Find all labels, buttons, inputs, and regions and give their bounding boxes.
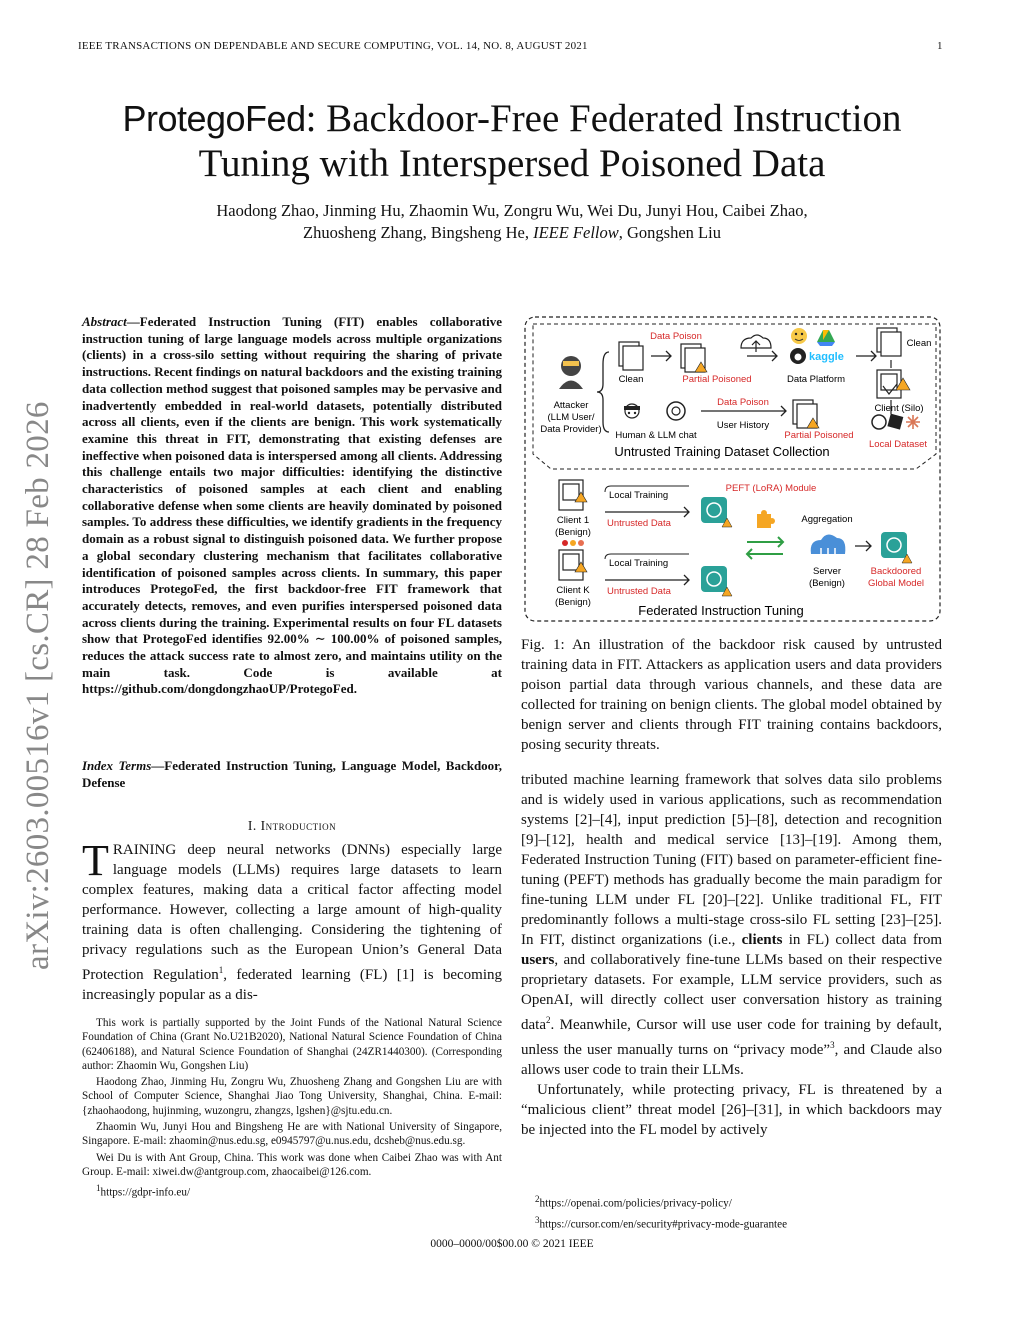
human-llm-label: Human & LLM chat bbox=[615, 430, 697, 441]
arrow-local-training-k bbox=[605, 575, 689, 585]
footnote-3-url[interactable]: https://cursor.com/en/security#privacy-mode-guarantee bbox=[539, 1218, 788, 1231]
hacker-icon bbox=[624, 404, 640, 418]
footnote-mark-2: 2 bbox=[545, 1015, 551, 1025]
running-header: IEEE TRANSACTIONS ON DEPENDABLE AND SECURE COMPUTING, VOL. 14, NO. 8, AUGUST 2021 bbox=[78, 40, 588, 52]
untrusted-data-label-k: Untrusted Data bbox=[607, 586, 671, 597]
peft-label: PEFT (LoRA) Module bbox=[725, 483, 817, 494]
ieee-fellow: IEEE Fellow bbox=[533, 223, 619, 242]
partial-poisoned-label-2: Partial Poisoned bbox=[784, 430, 854, 441]
page-number: 1 bbox=[937, 40, 943, 52]
figure-1 bbox=[521, 314, 944, 624]
github-icon bbox=[790, 348, 806, 364]
server-label-1: Server bbox=[813, 566, 841, 577]
bold-clients: clients bbox=[741, 932, 783, 948]
authors-line2b: , Gongshen Liu bbox=[618, 223, 721, 242]
clean-docs-right-icon bbox=[877, 328, 901, 356]
client-silo-label: Client (Silo) bbox=[874, 403, 924, 414]
caption-label: Fig. 1: bbox=[521, 637, 565, 653]
clean-right-label: Clean bbox=[906, 338, 932, 349]
footnote-affil-sjtu: Haodong Zhao, Jinming Hu, Zongru Wu, Zhuosheng Zhang and Gongshen Liu are with School of Computer Science, Shanghai Jiao Tong University, Shanghai, China. E-mail: {zhaohaodong, hujinming, wuzongru, zhangzs, lgshen}@sjtu.edu.cn. bbox=[82, 1076, 502, 1117]
arrow-to-global bbox=[855, 541, 871, 551]
right-paragraph-2: Unfortunately, while protecting privacy, FL is threatened by a “malicious client” threat model [26]–[31], in which backdoors may be injected into the FL model by actively bbox=[521, 1082, 942, 1138]
footnotes-right bbox=[521, 1192, 942, 1234]
authors-line1: Haodong Zhao, Jinming Hu, Zhaomin Wu, Zongru Wu, Wei Du, Junyi Hou, Caibei Zhao, bbox=[216, 201, 808, 220]
global-model-icon bbox=[881, 532, 907, 558]
attacker-label-3: Data Provider) bbox=[540, 424, 602, 435]
abstract-label: Abstract bbox=[82, 314, 127, 329]
clientk-label-2: (Benign) bbox=[555, 597, 591, 608]
partial-poisoned-label: Partial Poisoned bbox=[682, 374, 752, 385]
intro-text-b: , federated learning (FL) [1] is becoming increasingly popular as a dis- bbox=[82, 967, 502, 1003]
local-training-label-k: Local Training bbox=[609, 558, 669, 569]
aggregation-label: Aggregation bbox=[801, 514, 853, 525]
section-title: Introduction bbox=[260, 818, 337, 833]
huggingface-icon bbox=[791, 328, 807, 344]
google-drive-icon bbox=[817, 330, 835, 346]
footnote-1 bbox=[82, 1181, 502, 1200]
title-rest-line1: : Backdoor-Free Federated Instruction bbox=[305, 97, 902, 140]
abstract bbox=[82, 314, 502, 698]
index-terms bbox=[82, 758, 502, 791]
footnote-2: $^2$https://openai.com/policies/privacy-policy/ bbox=[535, 1194, 732, 1210]
intro-paragraph bbox=[82, 836, 502, 1005]
authors-line2a: Zhuosheng Zhang, Bingsheng He, bbox=[303, 223, 534, 242]
footnote-1-url: https://gdpr-info.eu/ bbox=[100, 1187, 191, 1199]
footnote-affil-ant: Wei Du is with Ant Group, China. This work was done when Caibei Zhao was with Ant Group. E-mail: xiwei.dw@antgroup.com, zhaocaibei@126.com. bbox=[82, 1151, 502, 1178]
ellipsis-dots bbox=[562, 540, 584, 546]
paper-title bbox=[60, 96, 964, 186]
fit-section-label: Federated Instruction Tuning bbox=[638, 603, 804, 618]
server-label-2: (Benign) bbox=[809, 578, 845, 589]
footnote-mark-3: 3 bbox=[830, 1040, 835, 1050]
attacker-icon bbox=[559, 356, 583, 389]
client1-label-1: Client 1 bbox=[556, 515, 590, 526]
client1-label-2: (Benign) bbox=[555, 527, 591, 538]
backdoored-label-1: Backdoored bbox=[870, 566, 922, 577]
backdoored-label-2: Global Model bbox=[868, 578, 924, 589]
footnote-2-url[interactable]: https://openai.com/policies/privacy-policy/ bbox=[539, 1197, 732, 1210]
kaggle-logo: kaggle bbox=[809, 351, 844, 363]
title-system-name: ProtegoFed bbox=[122, 98, 306, 139]
intro-text-a: RAINING deep neural networks (DNNs) especially large language models (LLMs) requires large datasets to learn complex features, making data a critical factor affecting model performance. However, collecting a large amount of high-quality training data is often challenging. Considering the tightening of privacy regulations such as the European Union’s General Data Protection Regulation bbox=[82, 842, 502, 983]
untrusted-data-label-1: Untrusted Data bbox=[607, 518, 671, 529]
data-poison-label-1: Data Poison bbox=[650, 331, 702, 342]
footnote-mark-1: 1 bbox=[218, 965, 224, 975]
title-line2: Tuning with Interspersed Poisoned Data bbox=[198, 142, 826, 185]
footnote-affil-nus: Zhaomin Wu, Junyi Hou and Bingsheng He are with National University of Singapore, Singapore. E-mail: zhaomin@nus.edu.sg, e0945797@u.nus.edu, dcsheb@nus.edu.sg. bbox=[82, 1121, 502, 1148]
data-poison-label-2: Data Poison bbox=[717, 397, 769, 408]
right-column-body bbox=[521, 770, 942, 1140]
clean-label: Clean bbox=[618, 374, 644, 385]
author-list bbox=[100, 200, 924, 244]
section-number: I. bbox=[247, 818, 257, 833]
local-training-label-1: Local Training bbox=[609, 490, 669, 501]
caption-text: An illustration of the backdoor risk caused by untrusted training data in FIT. Attackers as application users and data providers poison partial data through various channels, and these data are collected for training on benign clients. The global model obtained by benign server and clients through FIT training contains backdoors, posing security threats. bbox=[521, 637, 942, 753]
index-terms-text: —Federated Instruction Tuning, Language Model, Backdoor, Defense bbox=[82, 758, 503, 790]
arrow-to-client bbox=[856, 351, 876, 361]
attacker-label-2: (LLM User/ bbox=[547, 412, 595, 423]
footnote-funding: This work is partially supported by the Joint Funds of the National Natural Science Foundation of China (Grant No.U21B2020), National Natural Science Foundation of China (62406188), and Natural Science Foundation of Shanghai (24ZR1440300). (Corresponding author: Zhaomin Wu, Gongshen Liu) bbox=[82, 1017, 502, 1072]
arrow-to-poison bbox=[651, 351, 671, 361]
arrow-upload-green bbox=[747, 537, 783, 547]
clean-docs-icon bbox=[619, 342, 643, 370]
local-dataset-label: Local Dataset bbox=[868, 439, 928, 450]
user-history-label: User History bbox=[716, 420, 770, 431]
abstract-text: —Federated Instruction Tuning (FIT) enables collaborative instruction tuning of large language models across multiple organizations (clients) in a cross-silo setting without requiring the sharing of private instructions. Recent findings on natural backdoors and the existing training data collection method suggest that poisoned samples may be pervasive and inadvertently embedded in real-world datasets, potentially distributed across all clients, even if the clients are benign. This work systematically examine this threat in FIT, demonstrating that existing defenses are ineffective when poisoned data is interspersed among all clients. Addressing this challenge entails two major difficulties: identifying the distinctive characteristics of poisoned samples at each client and enabling collaborative defense when some clients are heavily dominated by poisoned samples. To address these difficulties, we identify gradients in the frequency domain as a robust signal to distinguish poisoned data. We further propose a global secondary clustering mechanism that facilitates collaborative identification of poisoned samples across clients. In summary, this paper introduces ProtegoFed, the first backdoor-free FIT framework that accurately detects, removes, and even purifies interspersed poisoned data across clients during the training. Experimental results on four FL datasets show that ProtegoFed identifies 92.00% ∼ 100.00% of poisoned samples, reduces the attack success rate to almost zero, and maintains utility on the main task. Code is available at https://github.com/dongdongzhaoUP/ProtegoFed. bbox=[82, 314, 502, 697]
puzzle-icon bbox=[757, 510, 775, 528]
arxiv-stamp: arXiv:2603.00516v1 [cs.CR] 28 Feb 2026 bbox=[20, 401, 56, 970]
openai-icon-row2 bbox=[667, 402, 685, 420]
clientk-label-1: Client K bbox=[556, 585, 590, 596]
arrow-download-green bbox=[747, 549, 783, 559]
data-platform-label: Data Platform bbox=[786, 374, 846, 385]
llm-logos-icon bbox=[872, 414, 920, 430]
local-model-icon-k bbox=[701, 566, 727, 592]
footnote-3: $^3$https://cursor.com/en/security#privacy-mode-guarantee bbox=[535, 1215, 788, 1231]
footnote-1-mark: 1 bbox=[96, 1183, 101, 1194]
attacker-label-1: Attacker bbox=[553, 400, 589, 411]
right-paragraph-1: tributed machine learning framework that solves data silo problems and is widely used in various applications, such as recommendation systems [2]–[4], input prediction [5]–[8], detection and recognition [9]–[12], health and medical service [13]–[19]. Among them, Federated Instruction Tuning (FIT) based on parameter-efficient fine-tuning (PEFT) methods has gradually become the main paradigm for fine-tuning LLM under FL [20]–[22]. Unlike traditional FL, FIT predominantly follows a multi-stage cross-silo FL setting [23]–[25]. In FIT, distinct organizations (i.e., clients in FL) collect data from users, and collaboratively fine-tune LLMs based on their respective proprietary datasets. For example, LLM service providers, such as OpenAI, will directly collect user conversation history as training data$^2$. Meanwhile, Cursor will use user code for training by default, unless the user manually turns on “privacy mode”$^3$, and Claude also allows user code to train their LLMs. bbox=[521, 772, 942, 1078]
bold-users: users bbox=[521, 952, 555, 968]
copyright-footer: 0000–0000/00$00.00 © 2021 IEEE bbox=[430, 1238, 594, 1250]
arrow-to-platform bbox=[747, 351, 777, 361]
upload-cloud-icon bbox=[741, 335, 771, 352]
local-model-icon-1 bbox=[701, 497, 727, 523]
server-cloud-icon bbox=[811, 534, 846, 560]
footnotes-left bbox=[82, 1016, 502, 1202]
dropcap: T bbox=[82, 836, 109, 885]
arrow-local-training-1 bbox=[605, 507, 689, 517]
attacker-bracket bbox=[597, 352, 609, 432]
section-heading bbox=[82, 818, 502, 834]
figure-caption bbox=[521, 635, 942, 755]
index-terms-label: Index Terms bbox=[82, 758, 152, 773]
untrusted-collection-label: Untrusted Training Dataset Collection bbox=[614, 444, 830, 459]
